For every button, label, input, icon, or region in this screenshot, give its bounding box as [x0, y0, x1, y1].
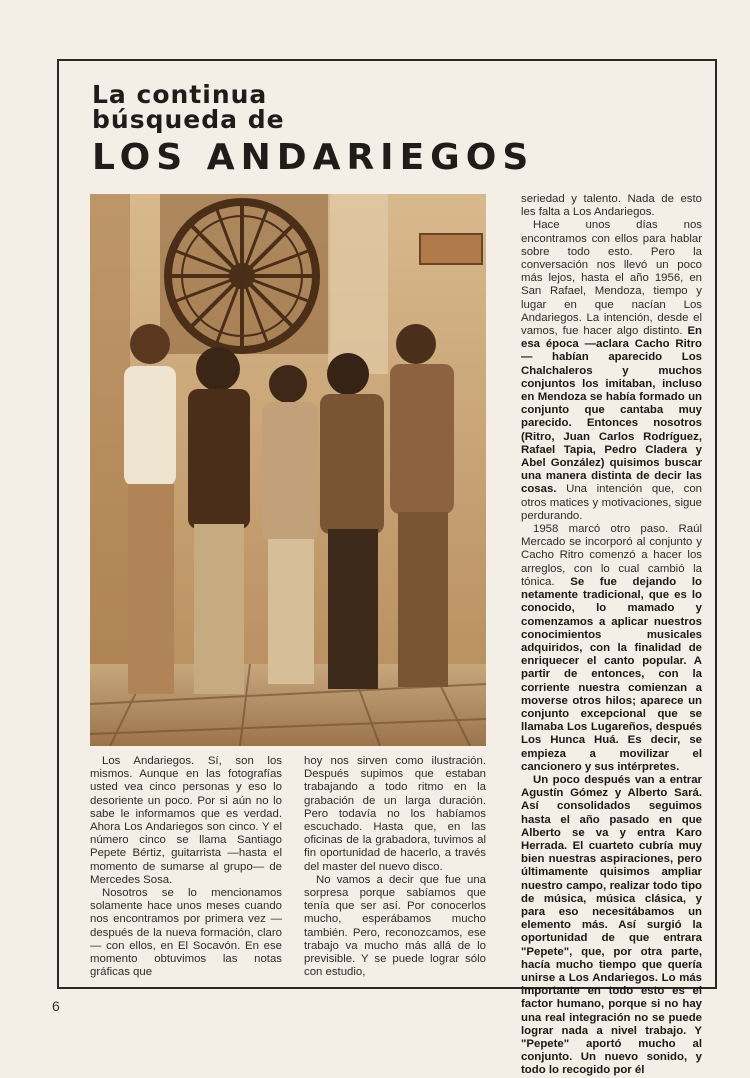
paragraph [521, 523, 702, 774]
quote-run: Se fue dejando lo netamente tradicional, que es lo conocido, lo mamado y comenzamos a aplicar nuestros conocimientos musicales adquiridos, con la finalidad de enriquecer el canto popular. A partir de entonces, con la corriente nuestra comienzan a moverse otros hilos; aparece un conjunto excepcional que se llamaba Los Lugareños, después Los Hunca Huá. Es decir, se empieza a movilizar el cancionero y sus intérpretes. [521, 575, 702, 773]
paragraph: seriedad y talento. Nada de esto les falta a Los Andariegos. [521, 193, 702, 219]
paragraph [521, 774, 702, 1078]
paragraph [521, 219, 702, 523]
text-run: Una intención que, con otros matices y motivaciones, sigue perdurando. [521, 483, 702, 522]
text-column-right [521, 193, 702, 1078]
band-photo [90, 194, 486, 746]
text-run: 1958 marcó otro paso. Raúl Mercado se incorporó al conjunto y Cacho Ritro comenzó a hacer los arreglos, con lo cual cambió la tónica. [521, 523, 702, 588]
text-column-bottom-left [90, 755, 282, 979]
quote-run: Un poco después van a entrar Agustín Gómez y Alberto Sará. Así consolidados seguimos hasta el año pasado en que Alberto se va y entra Karo Herrada. El cuarteto cubría muy bien nuestras aspiraciones, pero últimamente quisimos ampliar nuestro campo, realizar todo tipo de música, música clásica, y para eso necesitábamos un elemento más. Así surgió la oportunidad de que entrara "Pepete", que, por otra parte, hacía mucho tiempo que quería unirse a Los Andariegos. Lo más importante en todo esto es el factor humano, porque si no hay una real integración no se puede lograr nada a nivel trabajo. Y "Pepete" aportó mucho al conjunto. Un nuevo sonido, y todo lo recogido por él [521, 773, 702, 1077]
quote-run: En esa época —aclara Cacho Ritro— habían aparecido Los Chalchaleros y muchos conjuntos los imitaban, incluso en Mendoza se había formado un conjunto que cantaba muy parecido. Entonces nosotros (Ritro, Juan Carlos Rodríguez, Rafael Tapia, Pedro Cladera y Abel González) quisimos buscar una manera distinta de decir las cosas. [521, 325, 702, 496]
text-run: Hace unos días nos encontramos con ellos para hablar sobre todo esto. Pero la conversación nos llevó un poco más lejos, hasta el año 1956, en San Rafael, Mendoza, tiempo y lugar en que nacían Los Andariegos. La intención, desde el vamos, fue hacer algo distinto. [521, 219, 702, 338]
title-line-3: LOS ANDARIEGOS [92, 137, 535, 178]
paragraph: Nosotros se lo mencionamos solamente hace unos meses cuando nos encontramos por primera vez —después de la nueva formación, claro— con ellos, en El Socavón. En ese momento obtuvimos las notas gráficas que [90, 887, 282, 979]
text-column-bottom-middle [304, 755, 486, 979]
title-line-2: búsqueda de [92, 105, 285, 134]
band-photo-icon [90, 194, 486, 746]
page-number: 6 [52, 998, 60, 1014]
title-line-1: La continua [92, 80, 268, 109]
paragraph: hoy nos sirven como ilustración. Después supimos que estaban trabajando a todo ritmo en la grabación de un larga duración. Pero todavía no los habíamos escuchado. Hasta que, en las oficinas de la grabadora, tuvimos al fin oportunidad de hacerlo, a través del master del nuevo disco. [304, 755, 486, 873]
paragraph: Los Andariegos. Sí, son los mismos. Aunque en las fotografías usted vea cinco personas y eso lo desoriente un poco. Por si aún no lo sabe le informamos que es verdad. Ahora Los Andariegos son cinco. Y el número cinco se llama Santiago Pepete Bértiz, guitarrista —hasta el momento de sumarse al grupo— de Mercedes Sosa. [90, 755, 282, 886]
article-title [92, 82, 707, 178]
paragraph: No vamos a decir que fue una sorpresa porque sabíamos que tenía que ser así. Por conocerlos mucho, esperábamos mucho también. Pero, reconozcamos, ese trabajo va mucho más allá de lo previsible. Y se puede lograr sólo con estudio, [304, 873, 486, 979]
